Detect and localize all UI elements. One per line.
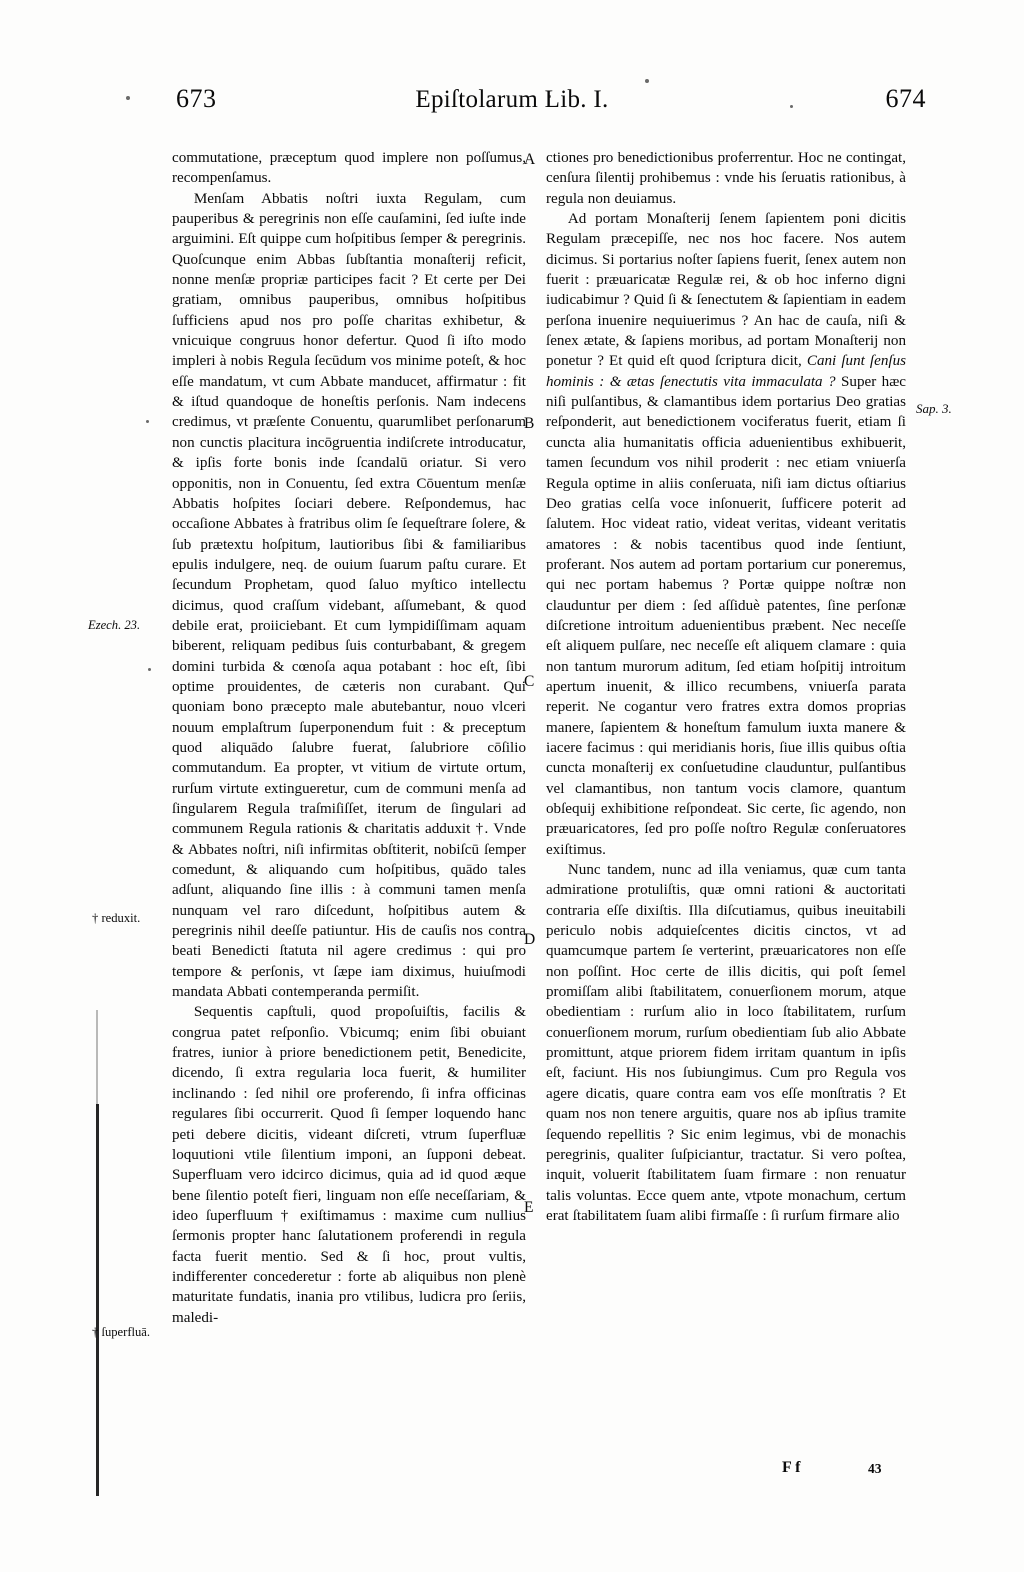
scan-speck — [148, 668, 151, 671]
folio-number-left: 673 — [176, 84, 217, 113]
margin-note-sap: Sap. 3. — [916, 401, 952, 416]
scan-speck — [645, 79, 649, 83]
paragraph: Sequentis capſtuli, quod propoſuiſtis, facilis & congrua patet reſponſio. Vbicumq; enim ſibi obuiant fratres, iunior à priore benedictionem petit, Benedicite, dicendo, ſi extra regularia loca fuerit, & humiliter inclinando : ſed nihil ore proferendo, ſi infra officinas regulares ſibi occurrerit. Quod ſi ſemper loquendo hanc peti debere dicitis, videant diſcreti, vtrum ſuperfluæ loquutioni vtile ſilentium imponi, an ſupponi debeat. Superfluam vero idcirco dicimus, quia ad id quod æque bene ſilentio poteſt fieri, linguam non eſſe neceſſariam, & ideo ſuperfluum † exiſtimamus : maxime cum nullius ſermonis propter hanc ſalutationem proferendi in regula facta fuerit mentio. Sed & ſi hoc, prout vultis, indifferenter concederetur : forte ab aliquibus non plenè maturitate fundatis, inania pro vtilibus, ludicra pro ſeriis, maledi- — [172, 1004, 526, 1326]
signature-mark: F f — [782, 1459, 801, 1476]
scan-artifact-line — [96, 1104, 99, 1496]
section-marker-d: D — [524, 931, 536, 948]
scan-speck — [146, 420, 149, 423]
section-marker-e: E — [524, 1199, 534, 1216]
margin-note-reduxit: † reduxit. — [92, 911, 141, 925]
section-marker-a: A — [524, 151, 536, 168]
sheet-number: 43 — [868, 1461, 882, 1476]
paragraph: Nunc tandem, nunc ad illa veniamus, quæ cum tanta admiratione protuliſtis, quæ omni rationi & auctoritati contraria eſſe dixiſtis. Illa diſcutiamus, quibus ineuitabili periculo nobis adquieſcentes dicitis cinctos, vt ad quamcumque partem ſe verterint, præuaricatores non eſſe non poſſint. Hoc certe de illis dicitis, qui poſt ſemel promiſſam alibi ſtabilitatem, conuerſionem morum, atque obedientiam : rurſum alio in loco ſtabilitatem, rurſum conuerſionem morum, rurſum obedientiam ſub alio Abbate promittunt, atque priorem fidem irritam quantum in ipſis eſt, faciunt. His nos ſubiungimus. Cum pro Regula vos agere dicatis, quare contra eam vos eſſe monſtratis ? Et quam nos non tenere arguitis, quare nos ab ipſius tramite ſequendo repellitis ? Sic enim legimus, vbi de monachis peregrinis, qualiter ſuſpiciantur, tractatur. Si vero poſtea, inquit, voluerit ſtabilitatem ſuam firmare : non renuatur talis voluntas. Ecce quem ante, vtpote monachum, certum erat ſtabilitatem ſuam alibi firmaſſe : ſi rurſum firmare alio — [546, 862, 906, 1224]
page-footer — [0, 1459, 1024, 1481]
section-marker-c: C — [524, 673, 535, 690]
section-marker-b: B — [524, 415, 535, 432]
paragraph-with-scripture-quote — [546, 209, 906, 860]
text-column-right — [546, 148, 906, 1226]
scan-artifact-line-faint — [96, 1010, 98, 1106]
paragraph: commutatione, præceptum quod implere non poſſumus, recompenſamus. — [172, 150, 526, 187]
folio-number-right: 674 — [885, 84, 926, 113]
paragraph: ctiones pro benedictionibus proferrentur. Hoc ne contingat, cenſura ſilentij prohibemus : vnde his ſeruatis rationibus, à regula non deuiamus. — [546, 150, 906, 207]
margin-note-superflua: † ſuperfluā. — [92, 1325, 151, 1339]
paragraph-text-before-quote: Ad portam Monaſterij ſenem ſapientem poni dicitis Regulam præcepiſſe, nec nos hoc facere. Nos autem dicimus. Si portarius noſter ſapiens fuerit, ſenex autem non fuerit : præuaricatæ Regulæ rei, & ob hoc inferno digni iudicabimur ? Quid ſi & ſenectutem & ſapientiam in eadem perſona inuenire nequiuerimus ? An hac de cauſa, niſi & ſenex ætate, & ſapiens moribus, ad portam Monaſterij non ponetur ? Et quid eſt quod ſcriptura dicit, — [546, 211, 906, 370]
text-column-left — [172, 148, 526, 1328]
margin-note-ezech: Ezech. 23. — [88, 618, 141, 632]
page-title: Epiſtolarum Lib. I. — [415, 86, 609, 113]
paragraph-text-after-quote: Super hæc niſi pulſantibus, & clamantibus idem portarius Deo gratias reſponderit, aut benedictionem vociferatus fuerit, etiam ſi cuncta alia humanitatis officia aduenientibus exhibuerit, tamen ſecundum vos nihil proderit : nec etiam vniuerſa Regula optime in aliis conſeruata, niſi iam dictus oſtiarius Deo gratias celſa voce inſonuerit, ſufficere poterit ad ſalutem. Hoc videat ratio, videat veritas, videant veritatis amatores : & nobis tacentibus quod inde ſentiunt, proferant. Nos autem ad portam portarium cur poneremus, qui nec portam habemus ? Portæ quippe noſtræ non clauduntur per diem : ſed aſſiduè patentes, ſine perſonæ diſcretione introitum aduenientibus præbent. Nec neceſſe eſt aliquem pulſare, nec neceſſe eſt aliquem clamare : quia non tantum murorum aditum, ſed etiam hoſpitij introitum apertum inuenit, & illico recumbens, vniuerſa parata reperit. Ne cogantur vero fratres extra domos proprias manere, ſapientem & honeſtum famulum iuxta manere & iacere facimus : qui meridianis horis, ſiue illis quibus oſtia cuncta monaſterij ex conſuetudine clauduntur, pulſantibus vel clamantibus, non tantum vocis clamore, quantum obſequij exhibitione reſpondeat. Sic certe, ſic agendo, non præuaricatores, ſed pro poſſe noſtro Regulæ conſeruatores exiſtimus. — [546, 373, 906, 858]
scripture-quotation: Cani ſunt ſenſus hominis : & ætas ſenectutis vita immaculata ? — [546, 353, 906, 390]
running-head — [0, 84, 1024, 124]
paragraph: Menſam Abbatis noſtri iuxta Regulam, cum pauperibus & peregrinis non eſſe cauſamini, ſed iuſte inde arguimini. Eſt quippe cum hoſpitibus ſemper & peregrinis. Quoſcunque enim Abbas ſubſtantia monaſterij reficit, nonne menſæ propriæ participes facit ? Et certe per Dei gratiam, omnibus pauperibus, omnibus hoſpitibus ſufficiens apud nos pro poſſe charitas exhibetur, & vnicuique congruus honor defertur. Quod ſi iſto modo impleri à nobis Regula ſecūdum vos minime poteſt, & hoc eſſe mandatum, vt cum Abbate manducet, affirmatur : fit & iſtud quandoque de honeſtis perſonis. Nam indecens credimus, vt præſente Conuentu, quarumlibet perſonarum non cunctis placitura incōgruentia indiſcrete introducatur, & ipſis forte bonis inde ſcandalū oriatur. Si vero opponitis, non in Conuentu, ſed extra Cōuentum menſæ Abbatis hoſpites ſociari debere. Reſpondemus, hac occaſione Abbates à fratribus olim ſe ſequeſtrare ſolere, & ſub prætextu hoſpitum, lautioribus ſibi & familiaribus epulis indulgere, neq. de ouium ſuarum paſtu curare. Et ſecundum Prophetam, quod ſaluo myſtico intellectu dicimus, quod craſſum videbant, aſſumebant, & quod debile erat, proiiciebant. Et cum lympidiſſimam aquam biberent, reliquam pedibus ſuis conturbabant, & gregem domini turbida & cœnoſa aqua potabant : hoc eſt, ſibi optime prouidentes, de cæteris non curabant. Qui quoniam bono præcepto male abutebantur, nouo vlceri nouum emplaſtrum ſuperponendum fuit : & preceptum quod aliquādo ſalubre fuerat, ſalubriore cōſilio commutandum. Ea propter, vt vitium de virtute ortum, rurſum virtute extingueretur, cum de communi menſa ad ſingularem Regula traſmiſiſſet, iterum de ſingulari ad communem Regula rationis & charitatis adduxit †. Vnde & Abbates noſtri, niſi infirmitas obſtiterit, nobiſcū ſemper comedunt, & aliquando cum hoſpitibus, quādo tales adſunt, aliquando ſine illis : à communi tamen menſa nunquam vel raro diſcedunt, hoſpitibus autem & peregrinis nihil deeſſe patiuntur. His de cauſis nos contra beati Benedicti ſtatuta nil agere credimus : qui pro tempore & perſonis, vt ſæpe iam diximus, huiuſmodi mandata Abbati contemperanda permiſit. — [172, 190, 526, 1001]
